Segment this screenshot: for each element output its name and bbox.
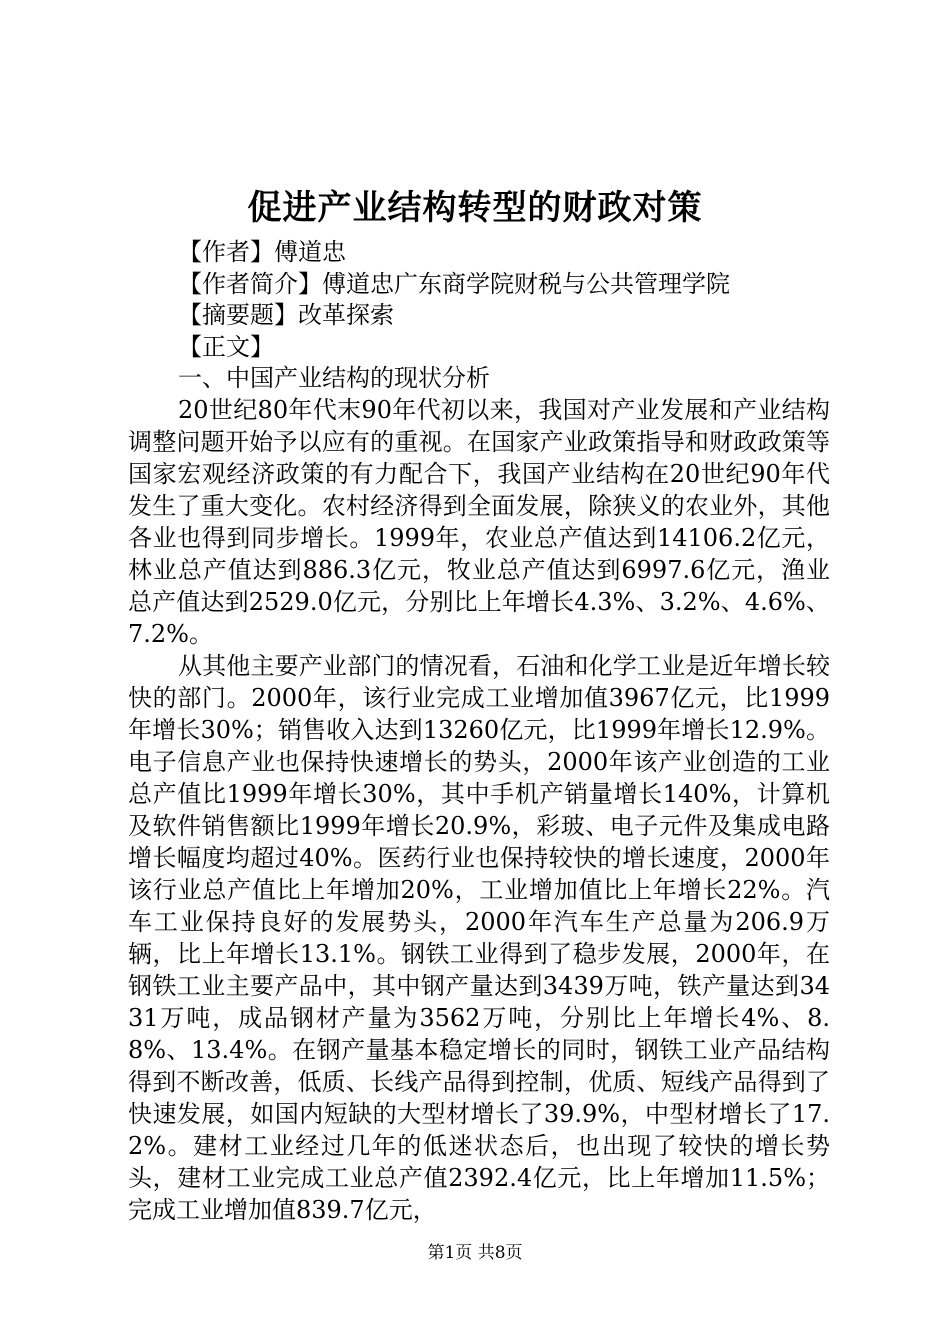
abstract-topic-line: 【摘要题】改革探索 [178, 301, 394, 329]
page-footer: 第1页 共8页 [427, 1243, 523, 1263]
article-meta [178, 236, 858, 362]
article-body [128, 362, 830, 1226]
body-paragraph-2: 从其他主要产业部门的情况看，石油和化学工业是近年增长较快的部门。2000年，该行业完成工业增加值3967亿元，比1999年增长30%；销售收入达到13260亿元，比1999年增长12.9%。电子信息产业也保持快速增长的势头，2000年该产业创造的工业总产值比1999年增长30%，其中手机产销量增长140%，计算机及软件销售额比1999年增长20.9%，彩玻、电子元件及集成电路增长幅度均超过40%。医药行业也保持较快的增长速度，2000年该行业总产值比上年增加20%，工业增加值比上年增长22%。汽车工业保持良好的发展势头，2000年汽车生产总量为206.9万辆，比上年增长13.1%。钢铁工业得到了稳步发展，2000年，在钢铁工业主要产品中，其中钢产量达到3439万吨，铁产量达到3431万吨，成品钢材产量为3562万吨，分别比上年增长4%、8.8%、13.4%。在钢产量基本稳定增长的同时，钢铁工业产品结构得到不断改善，低质、长线产品得到控制，优质、短线产品得到了快速发展，如国内短缺的大型材增长了39.9%，中型材增长了17.2%。建材工业经过几年的低迷状态后，也出现了较快的增长势头，建材工业完成工业总产值2392.4亿元，比上年增加11.5%；完成工业增加值839.7亿元， [128, 652, 830, 1224]
body-paragraph-1: 20世纪80年代末90年代初以来，我国对产业发展和产业结构调整问题开始予以应有的重视。在国家产业政策指导和财政政策等国家宏观经济政策的有力配合下，我国产业结构在20世纪90年代发生了重大变化。农村经济得到全面发展，除狭义的农业外，其他各业也得到同步增长。1999年，农业总产值达到14106.2亿元，林业总产值达到886.3亿元，牧业总产值达到6997.6亿元，渔业总产值达到2529.0亿元，分别比上年增长4.3%、3.2%、4.6%、7.2%。 [128, 396, 830, 648]
section-heading: 一、中国产业结构的现状分析 [178, 364, 490, 392]
author-bio-line: 【作者简介】傅道忠广东商学院财税与公共管理学院 [178, 269, 730, 298]
author-line: 【作者】傅道忠 [178, 238, 346, 266]
document-title: 促进产业结构转型的财政对策 [247, 188, 703, 228]
body-label-line: 【正文】 [178, 332, 274, 361]
